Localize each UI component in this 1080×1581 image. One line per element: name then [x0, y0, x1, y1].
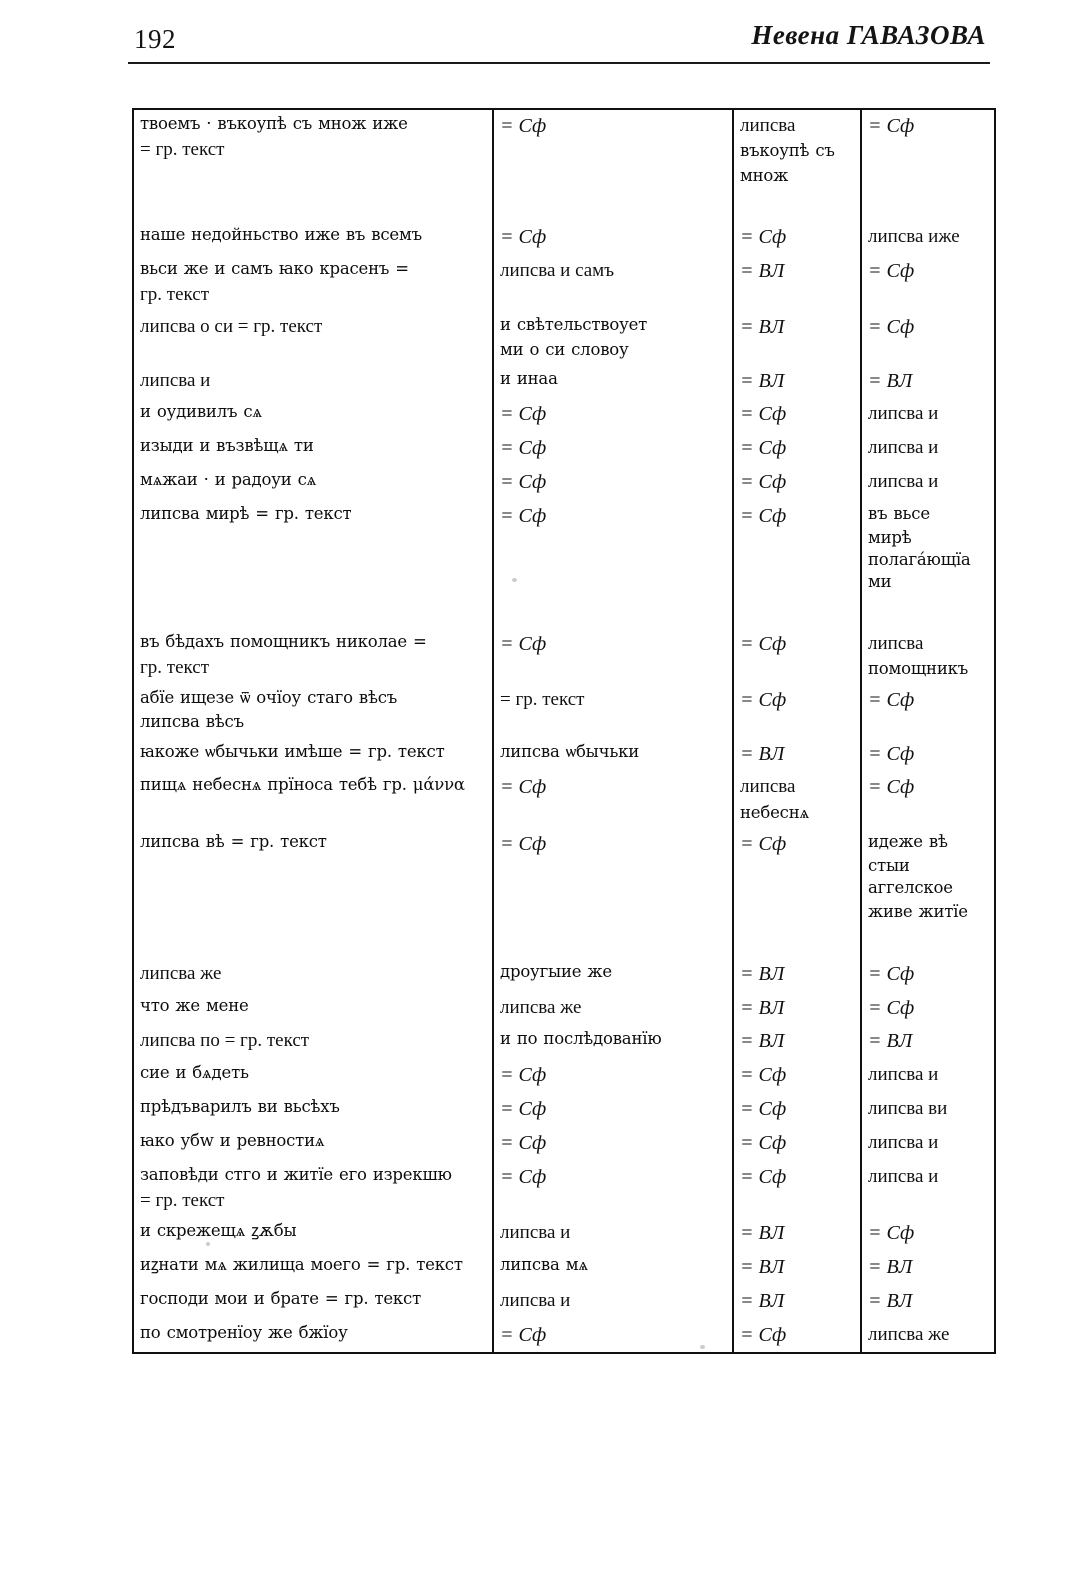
- page-number: 192: [134, 24, 176, 54]
- cell-witness-1: [493, 365, 733, 399]
- cell-line: липсва мирѣ = гр. текст: [140, 503, 352, 523]
- cell-line: мѧжаи · и радоуи сѧ: [140, 470, 317, 490]
- scan-speck: [700, 1345, 705, 1349]
- cell-line: ꙗкоже ѡбычьки имѣше = гр. текст: [140, 741, 445, 761]
- cell-witness-3: [861, 466, 995, 500]
- cell-reading: [133, 828, 493, 927]
- spacer-cell: [133, 191, 493, 221]
- table-row: [133, 628, 995, 685]
- spacer-cell: [861, 927, 995, 957]
- cell-line: = Сф: [740, 1097, 787, 1120]
- cell-line: стыи аггелское: [868, 856, 953, 898]
- cell-line: липсва иже: [868, 226, 960, 248]
- cell-line: = Сф: [500, 437, 547, 460]
- cell-line: помощникъ: [868, 659, 969, 679]
- cell-line: = Сф: [740, 437, 787, 460]
- cell-witness-1: [493, 684, 733, 737]
- cell-line: твоемъ · въкоупѣ съ множ иже: [140, 114, 408, 133]
- cell-witness-3: [861, 992, 995, 1026]
- cell-reading: [133, 771, 493, 828]
- spacer-cell: [733, 191, 861, 221]
- cell-line: липсва ѡбычьки: [500, 741, 640, 761]
- cell-line: липсва и: [500, 1289, 571, 1311]
- cell-line: живе житїе: [868, 902, 968, 922]
- cell-witness-3: [861, 1251, 995, 1285]
- cell-line: липсва и: [140, 369, 211, 391]
- cell-witness-3: [861, 109, 995, 191]
- cell-line: = ВЛ: [868, 1289, 913, 1312]
- cell-line: ми о си словоу: [500, 339, 629, 359]
- cell-witness-2: [733, 738, 861, 772]
- cell-line: мирѣ полага́ющїа ми: [868, 527, 971, 592]
- cell-line: = Сф: [740, 632, 787, 655]
- table-row: [133, 828, 995, 927]
- cell-witness-2: [733, 255, 861, 312]
- cell-line: = ВЛ: [868, 1255, 913, 1278]
- cell-line: въкоупѣ съ: [740, 141, 835, 161]
- cell-witness-2: [733, 1217, 861, 1251]
- cell-line: пищѧ небеснѧ прїноса тебѣ гр. μάννα: [140, 775, 465, 795]
- cell-witness-1: [493, 1161, 733, 1218]
- cell-line: господи мои и брате = гр. текст: [140, 1288, 422, 1308]
- cell-reading: [133, 1285, 493, 1319]
- cell-line: = ВЛ: [740, 369, 785, 392]
- cell-line: = Сф: [740, 1323, 787, 1346]
- cell-line: липсва: [868, 632, 924, 654]
- scan-speck: [512, 578, 517, 582]
- cell-line: = Сф: [500, 1323, 547, 1346]
- cell-line: = Сф: [740, 504, 787, 527]
- cell-line: липсва и: [868, 403, 939, 425]
- cell-witness-3: [861, 365, 995, 399]
- spacer-cell: [733, 597, 861, 627]
- cell-line: = Сф: [868, 742, 915, 765]
- cell-line: липсва и: [868, 437, 939, 459]
- cell-line: = ВЛ: [868, 1030, 913, 1053]
- cell-witness-3: [861, 311, 995, 364]
- cell-reading: [133, 1093, 493, 1127]
- table-row: [133, 500, 995, 597]
- cell-reading: [133, 1161, 493, 1218]
- cell-witness-1: [493, 432, 733, 466]
- cell-witness-3: [861, 771, 995, 828]
- cell-line: липсва и самъ: [500, 259, 615, 281]
- cell-reading: [133, 500, 493, 597]
- cell-line: = Сф: [868, 689, 915, 712]
- cell-witness-3: [861, 738, 995, 772]
- cell-line: гр. текст: [140, 656, 210, 678]
- cell-witness-3: [861, 628, 995, 685]
- cell-line: = Сф: [868, 316, 915, 339]
- cell-line: дроугыие же: [500, 961, 612, 981]
- cell-witness-3: [861, 684, 995, 737]
- cell-line: множ: [740, 165, 789, 185]
- table-row: [133, 1059, 995, 1093]
- cell-line: липсва вѣсъ: [140, 712, 244, 732]
- cell-witness-2: [733, 1093, 861, 1127]
- cell-witness-1: [493, 1251, 733, 1285]
- cell-witness-2: [733, 1127, 861, 1161]
- cell-reading: [133, 432, 493, 466]
- cell-line: липсва: [740, 776, 796, 798]
- cell-reading: [133, 1319, 493, 1354]
- running-head: Невена ГАВАЗОВА: [751, 20, 986, 50]
- cell-line: = Сф: [868, 115, 915, 137]
- collation-table: [132, 108, 996, 1354]
- cell-line: = Сф: [500, 1064, 547, 1087]
- cell-witness-2: [733, 311, 861, 364]
- spacer-cell: [733, 927, 861, 957]
- row-spacer: [133, 927, 995, 957]
- scan-speck: [206, 1242, 210, 1246]
- cell-line: = ВЛ: [740, 1289, 785, 1312]
- cell-line: = Сф: [868, 962, 915, 985]
- cell-reading: [133, 1127, 493, 1161]
- cell-witness-1: [493, 628, 733, 685]
- cell-witness-2: [733, 1285, 861, 1319]
- table-row: [133, 466, 995, 500]
- cell-witness-1: [493, 1319, 733, 1354]
- cell-reading: [133, 466, 493, 500]
- cell-line: = ВЛ: [740, 1222, 785, 1245]
- cell-line: = гр. текст: [140, 1189, 225, 1211]
- cell-line: = Сф: [500, 226, 547, 249]
- cell-line: и скрежещѧ ꙁѫбы: [140, 1221, 297, 1241]
- cell-witness-2: [733, 221, 861, 255]
- table-row: [133, 1319, 995, 1354]
- cell-line: липсва и: [500, 1222, 571, 1244]
- cell-witness-1: [493, 255, 733, 312]
- table-row: [133, 1251, 995, 1285]
- cell-line: = Сф: [740, 1131, 787, 1154]
- cell-reading: [133, 992, 493, 1026]
- cell-line: = ВЛ: [740, 962, 785, 985]
- cell-witness-1: [493, 1217, 733, 1251]
- cell-witness-2: [733, 432, 861, 466]
- table-row: [133, 311, 995, 364]
- cell-line: прѣдъварилъ ви вьсѣхъ: [140, 1096, 340, 1116]
- cell-reading: [133, 221, 493, 255]
- cell-reading: [133, 738, 493, 772]
- table-row: [133, 1161, 995, 1218]
- cell-line: липсва: [740, 115, 796, 136]
- cell-witness-3: [861, 958, 995, 992]
- cell-witness-3: [861, 1127, 995, 1161]
- cell-witness-3: [861, 398, 995, 432]
- cell-line: = ВЛ: [740, 1255, 785, 1278]
- table-row: [133, 1093, 995, 1127]
- cell-reading: [133, 1217, 493, 1251]
- cell-witness-2: [733, 828, 861, 927]
- cell-witness-1: [493, 398, 733, 432]
- cell-reading: [133, 1251, 493, 1285]
- cell-witness-3: [861, 1217, 995, 1251]
- cell-line: гр. текст: [140, 284, 210, 306]
- spacer-cell: [493, 191, 733, 221]
- cell-line: = ВЛ: [868, 369, 913, 392]
- cell-witness-2: [733, 958, 861, 992]
- cell-line: = Сф: [868, 1222, 915, 1245]
- cell-line: = Сф: [500, 115, 547, 137]
- cell-line: = гр. текст: [140, 139, 225, 161]
- cell-witness-3: [861, 221, 995, 255]
- cell-line: наше недойньство иже въ всемъ: [140, 225, 422, 245]
- cell-line: и оудивилъ сѧ: [140, 402, 262, 422]
- spacer-cell: [493, 597, 733, 627]
- cell-witness-3: [861, 1093, 995, 1127]
- cell-line: липсва и: [868, 1131, 939, 1153]
- cell-reading: [133, 628, 493, 685]
- row-spacer: [133, 597, 995, 627]
- cell-witness-1: [493, 109, 733, 191]
- page-header: [128, 18, 990, 66]
- cell-reading: [133, 958, 493, 992]
- cell-witness-1: [493, 992, 733, 1026]
- collation-table-body: [133, 109, 995, 1353]
- cell-line: = Сф: [868, 776, 915, 799]
- cell-line: = Сф: [868, 996, 915, 1019]
- header-divider: [128, 62, 990, 64]
- cell-witness-3: [861, 432, 995, 466]
- cell-witness-2: [733, 1025, 861, 1059]
- cell-line: въ вьсе: [868, 503, 930, 523]
- cell-line: = Сф: [500, 504, 547, 527]
- table-row: [133, 684, 995, 737]
- cell-witness-2: [733, 500, 861, 597]
- spacer-cell: [133, 927, 493, 957]
- cell-line: = Сф: [500, 1097, 547, 1120]
- spacer-cell: [133, 597, 493, 627]
- cell-line: и свѣтельствоует: [500, 315, 648, 335]
- cell-witness-2: [733, 684, 861, 737]
- cell-line: липсва и: [868, 471, 939, 493]
- table-row: [133, 958, 995, 992]
- cell-witness-1: [493, 1025, 733, 1059]
- cell-witness-1: [493, 500, 733, 597]
- cell-line: липсва и: [868, 1064, 939, 1086]
- cell-line: сие и бѧдеть: [140, 1063, 249, 1083]
- cell-line: вьси же и самъ ꙗко красенъ =: [140, 258, 409, 278]
- row-spacer: [133, 191, 995, 221]
- table-row: [133, 255, 995, 312]
- cell-witness-1: [493, 466, 733, 500]
- table-row: [133, 398, 995, 432]
- table-row: [133, 365, 995, 399]
- cell-witness-1: [493, 221, 733, 255]
- spacer-cell: [861, 597, 995, 627]
- cell-line: по смотренїоу же бжїоу: [140, 1322, 348, 1342]
- cell-witness-1: [493, 311, 733, 364]
- cell-line: и по послѣдованїю: [500, 1029, 662, 1049]
- cell-reading: [133, 255, 493, 312]
- cell-line: = гр. текст: [500, 689, 585, 711]
- table-row: [133, 432, 995, 466]
- cell-line: = Сф: [740, 1165, 787, 1188]
- cell-line: = Сф: [500, 632, 547, 655]
- cell-witness-1: [493, 1059, 733, 1093]
- table-row: [133, 771, 995, 828]
- cell-witness-3: [861, 1285, 995, 1319]
- cell-line: = Сф: [740, 403, 787, 426]
- cell-reading: [133, 1025, 493, 1059]
- cell-witness-2: [733, 365, 861, 399]
- cell-line: заповѣди стго и житїе его изрекшю: [140, 1164, 452, 1184]
- cell-reading: [133, 684, 493, 737]
- cell-witness-1: [493, 771, 733, 828]
- cell-line: = Сф: [740, 689, 787, 712]
- cell-line: идеже вѣ: [868, 831, 948, 851]
- table-row: [133, 221, 995, 255]
- cell-line: въ бѣдахъ помощникъ николае =: [140, 631, 427, 651]
- cell-line: = ВЛ: [740, 316, 785, 339]
- cell-witness-2: [733, 771, 861, 828]
- cell-witness-3: [861, 1319, 995, 1354]
- cell-line: = ВЛ: [740, 996, 785, 1019]
- cell-witness-1: [493, 738, 733, 772]
- cell-line: = Сф: [500, 471, 547, 494]
- cell-witness-2: [733, 398, 861, 432]
- cell-line: что же мене: [140, 995, 249, 1015]
- table-row: [133, 738, 995, 772]
- spacer-cell: [861, 191, 995, 221]
- table-row: [133, 992, 995, 1026]
- cell-line: небеснѧ: [740, 802, 810, 822]
- cell-line: = Сф: [740, 226, 787, 249]
- cell-reading: [133, 398, 493, 432]
- cell-line: абїе ищезе ѿ очїоу стаго вѣсъ: [140, 688, 398, 708]
- cell-witness-2: [733, 1251, 861, 1285]
- cell-witness-1: [493, 1093, 733, 1127]
- table-row: [133, 1285, 995, 1319]
- cell-witness-2: [733, 992, 861, 1026]
- cell-line: = Сф: [500, 1165, 547, 1188]
- cell-reading: [133, 365, 493, 399]
- cell-line: липсва о си = гр. текст: [140, 316, 323, 338]
- cell-line: липсва же: [868, 1323, 950, 1345]
- cell-witness-2: [733, 1059, 861, 1093]
- cell-witness-1: [493, 1285, 733, 1319]
- cell-line: липсва же: [500, 996, 582, 1018]
- collation-table-wrapper: [132, 108, 994, 1354]
- cell-line: = Сф: [868, 259, 915, 282]
- cell-line: = Сф: [500, 403, 547, 426]
- cell-witness-1: [493, 958, 733, 992]
- cell-line: липсва ви: [868, 1097, 948, 1119]
- cell-witness-3: [861, 1059, 995, 1093]
- table-row: [133, 1025, 995, 1059]
- cell-line: липсва по = гр. текст: [140, 1030, 310, 1052]
- cell-witness-1: [493, 1127, 733, 1161]
- cell-witness-2: [733, 1161, 861, 1218]
- cell-line: ꙗко убw и ревностиѧ: [140, 1130, 325, 1150]
- cell-witness-2: [733, 1319, 861, 1354]
- cell-witness-3: [861, 1025, 995, 1059]
- cell-line: = Сф: [740, 471, 787, 494]
- cell-line: = ВЛ: [740, 1030, 785, 1053]
- cell-line: = Сф: [500, 832, 547, 855]
- cell-line: = ВЛ: [740, 742, 785, 765]
- cell-witness-1: [493, 828, 733, 927]
- cell-witness-3: [861, 255, 995, 312]
- cell-witness-3: [861, 500, 995, 597]
- cell-line: липсва же: [140, 962, 222, 984]
- cell-line: и инаа: [500, 368, 558, 388]
- table-row: [133, 109, 995, 191]
- cell-witness-3: [861, 828, 995, 927]
- cell-line: липсва вѣ = гр. текст: [140, 831, 327, 851]
- cell-line: иꙁнати мѧ жилища моего = гр. текст: [140, 1254, 463, 1274]
- cell-line: = Сф: [740, 1064, 787, 1087]
- cell-line: липсва мѧ: [500, 1254, 588, 1274]
- cell-witness-2: [733, 466, 861, 500]
- cell-line: = ВЛ: [740, 259, 785, 282]
- cell-line: = Сф: [500, 776, 547, 799]
- cell-reading: [133, 311, 493, 364]
- table-row: [133, 1127, 995, 1161]
- cell-witness-2: [733, 109, 861, 191]
- cell-witness-2: [733, 628, 861, 685]
- spacer-cell: [493, 927, 733, 957]
- cell-witness-3: [861, 1161, 995, 1218]
- cell-reading: [133, 1059, 493, 1093]
- cell-reading: [133, 109, 493, 191]
- cell-line: изыди и възвѣщѧ ти: [140, 436, 314, 456]
- table-row: [133, 1217, 995, 1251]
- cell-line: = Сф: [500, 1131, 547, 1154]
- cell-line: = Сф: [740, 832, 787, 855]
- cell-line: липсва и: [868, 1165, 939, 1187]
